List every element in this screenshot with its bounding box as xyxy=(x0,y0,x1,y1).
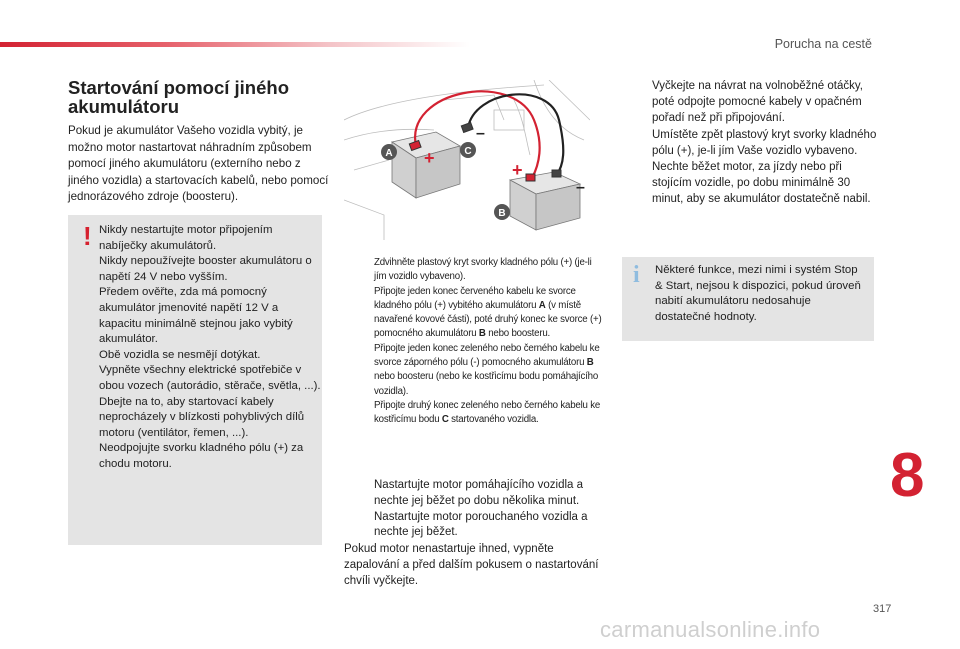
list-item xyxy=(622,159,877,208)
callout-a xyxy=(381,144,397,160)
warning-text: Nikdy nestartujte motor připojením nabíječky akumulátorů. Nikdy nepoužívejte booster akumulátoru o napětí 24 V nebo vyšším. Předem ověřte, zda má pomocný akumulátor jmenovité napětí 12 V a kapacitu minimálně stejnou jako vybitý akumulátor. Obě vozidla se nesmějí dotýkat. Vypněte všechny elektrické spotřebiče v obou vozech (autorádio, stěrače, světla, ...). Dbejte na to, aby startovací kabely neprocházely v blízkosti pohyblivých dílů motoru (ventilátor, řemen, ...). Neodpojujte svorku kladného pólu (+) za chodu motoru. xyxy=(99,224,321,470)
step-text: Nastartujte motor pomáhajícího vozidla a nechte jej běžet po dobu několika minut. xyxy=(374,479,584,507)
battery-b xyxy=(510,172,580,230)
step-text: Nastartujte motor porouchaného vozidla a nechte jej běžet. xyxy=(374,510,588,539)
callout-c xyxy=(460,142,476,158)
minus-sign-b: – xyxy=(576,179,585,196)
info-box xyxy=(622,257,874,341)
list-item xyxy=(344,510,606,542)
callout-b-label: B xyxy=(498,208,506,219)
ref-label: B xyxy=(586,357,594,369)
start-steps-list xyxy=(344,478,606,541)
step-text: startovaného vozidla. xyxy=(448,414,539,426)
ref-label: C xyxy=(441,414,449,426)
clamp-c xyxy=(461,122,473,132)
list-item xyxy=(344,342,606,399)
section-title: Porucha na cestě xyxy=(774,37,872,51)
list-item xyxy=(622,127,877,159)
step-text: Připojte jeden konec červeného kabelu ke svorce kladného pólu (+) vybitého akumulátoru xyxy=(374,285,576,311)
step-text: nebo boosteru. xyxy=(485,328,551,340)
step-text: Zdvihněte plastový kryt svorky kladného pólu (+) (je-li jím vozidlo vybaveno). xyxy=(374,257,592,283)
callout-c-label: C xyxy=(464,146,472,157)
minus-sign-c: – xyxy=(476,125,485,142)
list-item xyxy=(344,256,606,285)
plus-sign-a: + xyxy=(424,148,435,168)
clamp-b-plus xyxy=(526,174,535,181)
step-text: nebo boosteru (nebo ke kostřicímu bodu pomáhajícího vozidla). xyxy=(374,371,599,397)
warning-box xyxy=(68,215,322,545)
callout-b xyxy=(494,204,510,220)
page-title: Startování pomocí jiného akumulátoru xyxy=(68,77,289,117)
page-number: 317 xyxy=(873,603,892,615)
list-item xyxy=(344,399,606,428)
step-text: Připojte jeden konec zeleného nebo černého kabelu ke svorce záporného pólu (-) pomocného akumulátoru xyxy=(374,342,600,369)
jump-start-illustration xyxy=(344,80,590,240)
connection-steps-list xyxy=(344,256,606,428)
step-text: Vyčkejte na návrat na volnoběžné otáčky, poté odpojte pomocné kabely v opačném pořadí než při připojování. xyxy=(652,80,863,125)
exclamation-icon: ! xyxy=(83,221,92,251)
plus-sign-b: + xyxy=(512,160,523,180)
step-text: Nechte běžet motor, za jízdy nebo při stojícím vozidle, po dobu minimálně 30 minut, aby se akumulátor dostatečně nabil. xyxy=(652,161,871,206)
ref-label: B xyxy=(478,328,486,340)
list-item xyxy=(344,285,606,342)
step-text: Připojte druhý konec zeleného nebo černého kabelu ke kostřicímu bodu xyxy=(374,399,601,426)
step-text: (v místě navařené kovové části), poté druhý konec ke svorce (+) pomocného akumulátoru xyxy=(374,299,602,340)
list-item xyxy=(622,78,877,127)
chapter-number: 8 xyxy=(890,441,925,510)
ref-label: A xyxy=(538,299,546,311)
retry-note: Pokud motor nenastartuje ihned, vypněte zapalování a před dalším pokusem o nastartování chvíli vyčkejte. xyxy=(344,543,599,587)
info-icon: i xyxy=(633,262,640,288)
callout-a-label: A xyxy=(385,148,393,159)
clamp-b-minus xyxy=(552,170,561,177)
watermark: carmanualsonline.info xyxy=(600,617,821,642)
info-text: Některé funkce, mezi nimi i systém Stop & Start, nejsou k dispozici, pokud úroveň nabití akumulátoru nedosahuje dostatečné hodnoty. xyxy=(655,264,861,323)
header-accent-bar xyxy=(0,42,470,47)
intro-paragraph: Pokud je akumulátor Vašeho vozidla vybitý, je možno motor nastartovat náhradním způsobem pomocí jiného akumulátoru (externího nebo z jiného vozidla) a startovacích kabelů, nebo pomocí jednorázového zdroje (boosteru). xyxy=(68,124,329,203)
after-start-steps-list xyxy=(622,78,877,208)
list-item xyxy=(344,478,606,510)
step-text: Umístěte zpět plastový kryt svorky kladného pólu (+), je-li jím Vaše vozidlo vybaveno. xyxy=(652,128,877,157)
